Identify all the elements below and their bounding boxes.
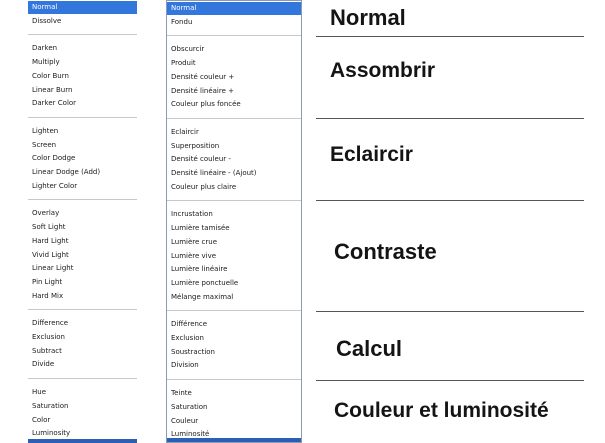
blend-mode-en-hue[interactable]: Hue (32, 388, 47, 397)
blend-mode-fr-teinte[interactable]: Teinte (171, 389, 192, 398)
blend-mode-en-luminosity[interactable]: Luminosity (32, 429, 71, 438)
menu-separator (28, 199, 137, 200)
blend-mode-en-dissolve[interactable]: Dissolve (32, 16, 62, 25)
blend-mode-fr-lumiere-lineaire[interactable]: Lumière linéaire (171, 265, 228, 274)
category-calcul: Calcul (336, 336, 403, 361)
blend-mode-fr-fondu[interactable]: Fondu (171, 17, 193, 26)
menu-separator (167, 200, 301, 201)
blend-mode-en-difference[interactable]: Difference (32, 319, 69, 328)
category-couleur-et-luminosite: Couleur et luminosité (334, 399, 549, 422)
blend-mode-fr-eclaircir[interactable]: Eclaircir (171, 127, 199, 136)
blend-mode-en-exclusion[interactable]: Exclusion (32, 333, 65, 341)
blend-mode-fr-densite-lineaire[interactable]: Densité linéaire + (171, 86, 234, 95)
blend-mode-en-overlay[interactable]: Overlay (32, 209, 60, 218)
blend-mode-en-linear-burn[interactable]: Linear Burn (32, 85, 73, 94)
blend-mode-en-color-dodge[interactable]: Color Dodge (32, 154, 76, 163)
blend-mode-fr-lumiere-tamisee[interactable]: Lumière tamisée (171, 224, 230, 233)
category-divider (316, 311, 584, 312)
blend-mode-en-lighter-color[interactable]: Lighter Color (32, 181, 78, 190)
menu-bottom-bar (167, 438, 301, 442)
blend-mode-fr-couleur[interactable]: Couleur (171, 416, 199, 425)
blend-mode-en-soft-light[interactable]: Soft Light (32, 223, 66, 232)
blend-mode-fr-melange-maximal[interactable]: Mélange maximal (171, 292, 234, 301)
blend-mode-en-screen[interactable]: Screen (32, 140, 57, 149)
blend-mode-en-normal[interactable]: Normal (28, 1, 137, 14)
blend-mode-fr-division[interactable]: Division (171, 361, 199, 370)
category-contraste: Contraste (334, 239, 437, 264)
blend-mode-fr-couleur-plus-claire[interactable]: Couleur plus claire (171, 182, 237, 191)
blend-mode-en-pin-light[interactable]: Pin Light (32, 277, 63, 286)
blend-mode-fr-lumiere-ponctuelle[interactable]: Lumière ponctuelle (171, 278, 239, 287)
blend-mode-en-linear-dodge-add[interactable]: Linear Dodge (Add) (32, 168, 101, 176)
blend-mode-fr-incrustation[interactable]: Incrustation (171, 210, 213, 219)
blend-mode-fr-superposition[interactable]: Superposition (171, 141, 220, 150)
category-divider (316, 118, 584, 119)
menu-separator (28, 34, 137, 35)
blend-mode-en-divide[interactable]: Divide (32, 360, 55, 369)
menu-separator (28, 378, 137, 379)
blend-mode-en-multiply[interactable]: Multiply (32, 58, 60, 67)
category-eclaircir: Eclaircir (330, 143, 413, 166)
category-assombrir: Assombrir (330, 59, 436, 82)
blend-mode-fr-luminosite[interactable]: Luminosité (171, 430, 210, 439)
blend-mode-en-linear-light[interactable]: Linear Light (32, 264, 74, 273)
blend-mode-en-subtract[interactable]: Subtract (32, 346, 62, 355)
menu-separator (167, 35, 301, 36)
category-divider (316, 200, 584, 201)
blend-mode-fr-exclusion[interactable]: Exclusion (171, 334, 204, 342)
blend-mode-fr-densite-couleur[interactable]: Densité couleur + (171, 72, 235, 81)
menu-separator (167, 118, 301, 119)
blend-mode-fr-normal[interactable]: Normal (167, 2, 301, 15)
blend-mode-menu-english (28, 0, 137, 443)
blend-mode-fr-soustraction[interactable]: Soustraction (171, 347, 215, 356)
menu-separator (28, 309, 137, 310)
blend-mode-en-hard-light[interactable]: Hard Light (32, 236, 69, 245)
blend-mode-fr-produit[interactable]: Produit (171, 59, 196, 68)
menu-separator (167, 379, 301, 380)
blend-mode-fr-obscurcir[interactable]: Obscurcir (171, 45, 205, 54)
blend-mode-en-darker-color[interactable]: Darker Color (32, 99, 77, 108)
blend-mode-fr-lumiere-crue[interactable]: Lumière crue (171, 237, 218, 246)
blend-mode-fr-difference[interactable]: Différence (171, 320, 208, 329)
blend-mode-fr-saturation[interactable]: Saturation (171, 402, 208, 411)
blend-mode-fr-lumiere-vive[interactable]: Lumière vive (171, 251, 217, 260)
category-divider (316, 380, 584, 381)
blend-mode-en-color-burn[interactable]: Color Burn (32, 71, 69, 80)
blend-mode-fr-densite-couleur[interactable]: Densité couleur - (171, 155, 231, 164)
blend-mode-en-darken[interactable]: Darken (32, 44, 58, 53)
category-normal: Normal (330, 5, 406, 30)
blend-mode-en-vivid-light[interactable]: Vivid Light (32, 250, 69, 259)
blend-mode-fr-densite-lineaire-ajout[interactable]: Densité linéaire - (Ajout) (171, 169, 257, 177)
menu-bottom-bar (28, 439, 137, 443)
blend-mode-en-saturation[interactable]: Saturation (32, 401, 69, 410)
blend-mode-menu-french (166, 0, 302, 443)
blend-mode-en-hard-mix[interactable]: Hard Mix (32, 291, 64, 300)
blend-mode-en-lighten[interactable]: Lighten (32, 126, 59, 135)
category-divider (316, 36, 584, 37)
menu-separator (167, 310, 301, 311)
menu-separator (28, 117, 137, 118)
blend-mode-fr-couleur-plus-foncee[interactable]: Couleur plus foncée (171, 100, 241, 109)
blend-mode-en-color[interactable]: Color (32, 415, 51, 424)
